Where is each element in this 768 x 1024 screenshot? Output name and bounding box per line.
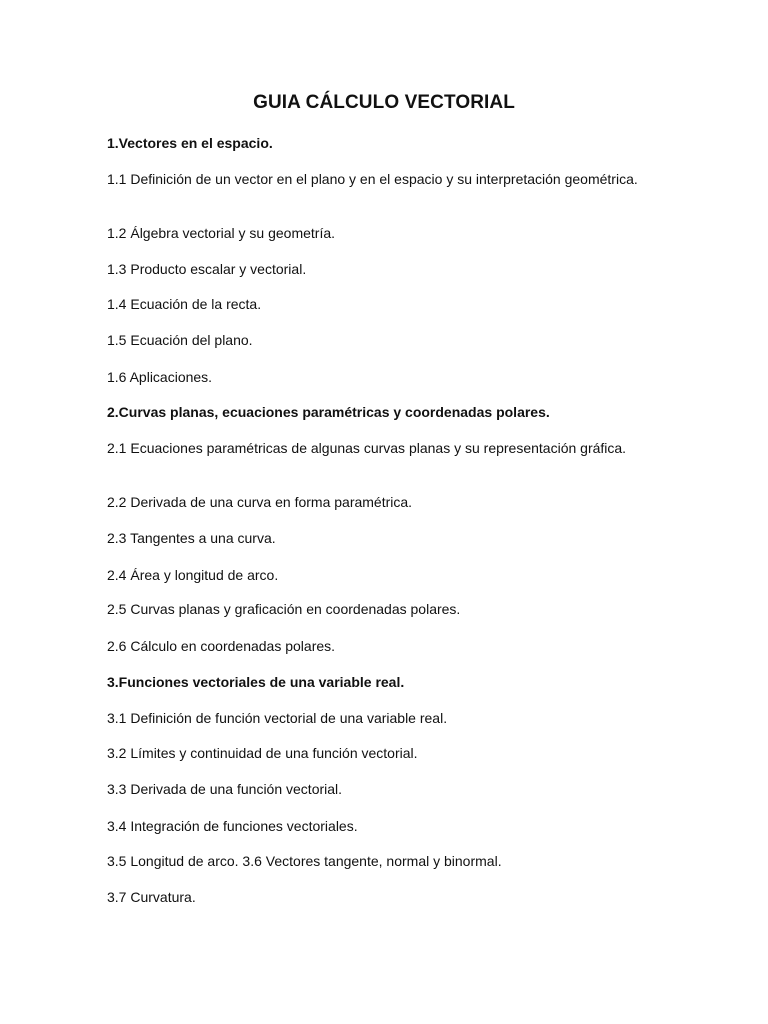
- section-1-item-6: 1.6 Aplicaciones.: [107, 369, 213, 385]
- section-3-item-3: 3.3 Derivada de una función vectorial.: [107, 781, 343, 797]
- section-2-item-2: 2.2 Derivada de una curva en forma paramétrica.: [107, 494, 413, 510]
- section-1-item-5: 1.5 Ecuación del plano.: [107, 332, 253, 348]
- section-2-item-5: 2.5 Curvas planas y graficación en coordenadas polares.: [107, 601, 461, 617]
- section-3-item-6: 3.7 Curvatura.: [107, 889, 196, 905]
- section-1-item-4: 1.4 Ecuación de la recta.: [107, 296, 262, 312]
- section-heading-3: 3.Funciones vectoriales de una variable real.: [107, 674, 405, 690]
- section-3-item-2: 3.2 Límites y continuidad de una función vectorial.: [107, 745, 418, 761]
- section-heading-1: 1.Vectores en el espacio.: [107, 135, 273, 151]
- section-1-item-2: 1.2 Álgebra vectorial y su geometría.: [107, 225, 336, 241]
- section-2-item-3: 2.3 Tangentes a una curva.: [107, 530, 276, 546]
- document-title: GUIA CÁLCULO VECTORIAL: [253, 92, 515, 113]
- section-1-item-3: 1.3 Producto escalar y vectorial.: [107, 261, 307, 277]
- section-heading-2: 2.Curvas planas, ecuaciones paramétricas y coordenadas polares.: [107, 404, 550, 420]
- section-2-item-4: 2.4 Área y longitud de arco.: [107, 567, 279, 583]
- section-3-item-5: 3.5 Longitud de arco. 3.6 Vectores tangente, normal y binormal.: [107, 853, 502, 869]
- section-3-item-4: 3.4 Integración de funciones vectoriales.: [107, 818, 358, 834]
- section-2-item-1: 2.1 Ecuaciones paramétricas de algunas curvas planas y su representación gráfica.: [107, 440, 627, 456]
- section-1-item-1: 1.1 Definición de un vector en el plano y en el espacio y su interpretación geométrica.: [107, 171, 638, 187]
- section-3-item-1: 3.1 Definición de función vectorial de una variable real.: [107, 710, 448, 726]
- section-2-item-6: 2.6 Cálculo en coordenadas polares.: [107, 638, 336, 654]
